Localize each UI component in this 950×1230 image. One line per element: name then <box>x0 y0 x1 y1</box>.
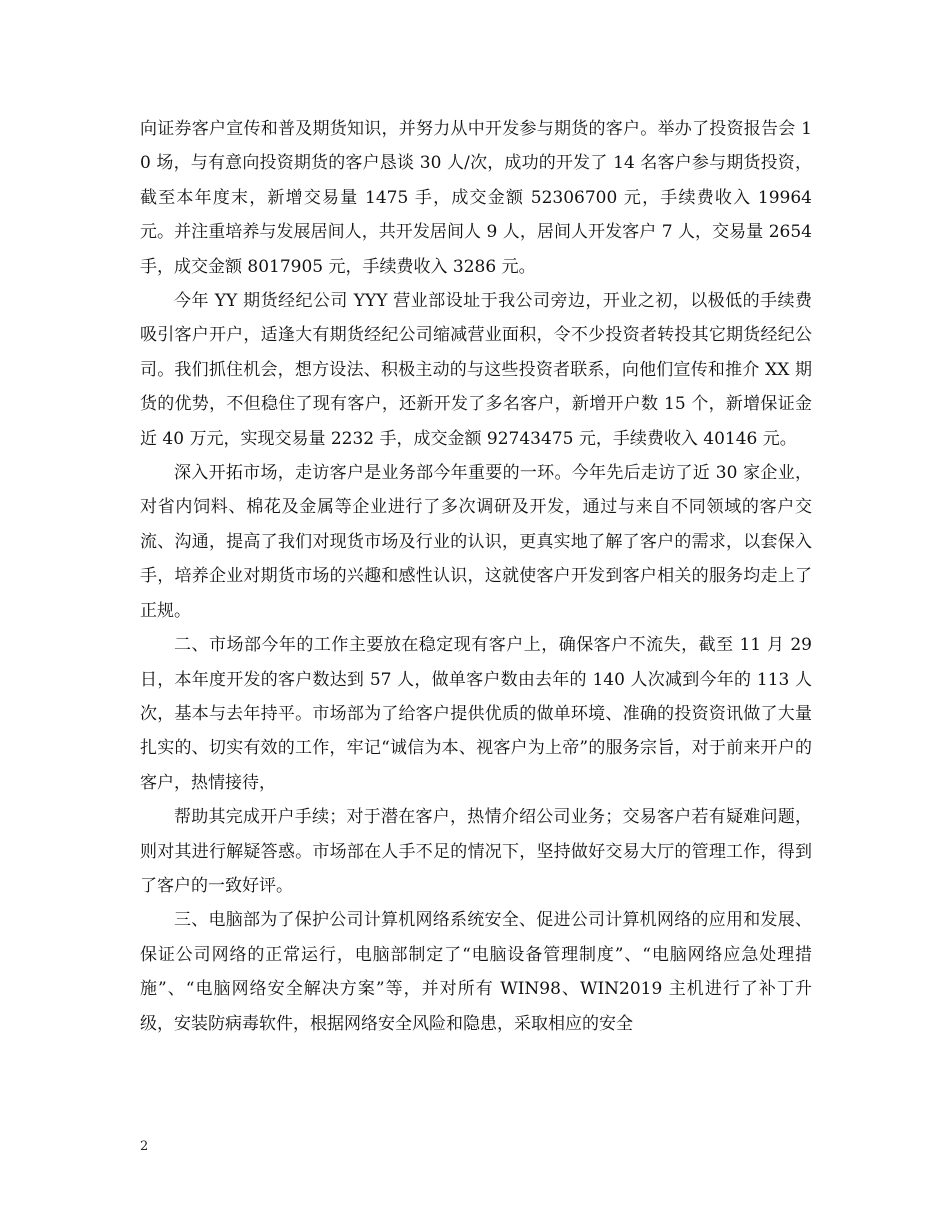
page-number: 2 <box>140 1139 149 1154</box>
paragraph-market-visits: 深入开拓市场，走访客户是业务部今年重要的一环。今年先后走访了近 30 家企业，对省内饲料、棉花及金属等企业进行了多次调研及开发，通过与来自不同领域的客户交流、沟通，提高了我们对现货市场及行业的认识，更真实地了解了客户的需求，以套保入手，培养企业对期货市场的兴趣和感性认识，这就使客户开发到客户相关的服务均走上了正规。 <box>140 463 812 621</box>
paragraph-it-department: 三、电脑部为了保护公司计算机网络系统安全、促进公司计算机网络的应用和发展、保证公司网络的正常运行，电脑部制定了“电脑设备管理制度”、“电脑网络应急处理措施”、“电脑网络安全解决方案”等，并对所有 WIN98、WIN2019 主机进行了补丁升级，安装防病毒软件，根据网络安全风险和隐患，采取相应的安全 <box>140 910 812 1034</box>
document-body <box>140 112 812 1041</box>
paragraph-client-service: 帮助其完成开户手续；对于潜在客户，热情介绍公司业务；交易客户若有疑难问题，则对其进行解疑答惑。市场部在人手不足的情况下，坚持做好交易大厅的管理工作，得到了客户的一致好评。 <box>140 807 812 896</box>
paragraph-continuation: 向证券客户宣传和普及期货知识，并努力从中开发参与期货的客户。举办了投资报告会 10 场，与有意向投资期货的客户恳谈 30 人/次，成功的开发了 14 名客户参与期货投资，截至本年度末，新增交易量 1475 手，成交金额 52306700 元，手续费收入 19964 元。并注重培养与发展居间人，共开发居间人 9 人，居间人开发客户 7 人，交易量 2654 手，成交金额 8017905 元，手续费收入 3286 元。 <box>140 119 812 277</box>
paragraph-yy-futures: 今年 YY 期货经纪公司 YYY 营业部设址于我公司旁边，开业之初，以极低的手续费吸引客户开户，适逢大有期货经纪公司缩减营业面积，令不少投资者转投其它期货经纪公司。我们抓住机会，想方设法、积极主动的与这些投资者联系，向他们宣传和推介 XX 期货的优势，不但稳住了现有客户，还新开发了多名客户，新增开户数 15 个，新增保证金近 40 万元，实现交易量 2232 手，成交金额 92743475 元，手续费收入 40146 元。 <box>140 291 812 449</box>
paragraph-market-department: 二、市场部今年的工作主要放在稳定现有客户上，确保客户不流失，截至 11 月 29 日，本年度开发的客户数达到 57 人，做单客户数由去年的 140 人次减到今年的 113 人次，基本与去年持平。市场部为了给客户提供优质的做单环境、准确的投资资讯做了大量扎实的、切实有效的工作，牢记“诚信为本、视客户为上帝”的服务宗旨，对于前来开户的客户，热情接待， <box>140 635 812 793</box>
